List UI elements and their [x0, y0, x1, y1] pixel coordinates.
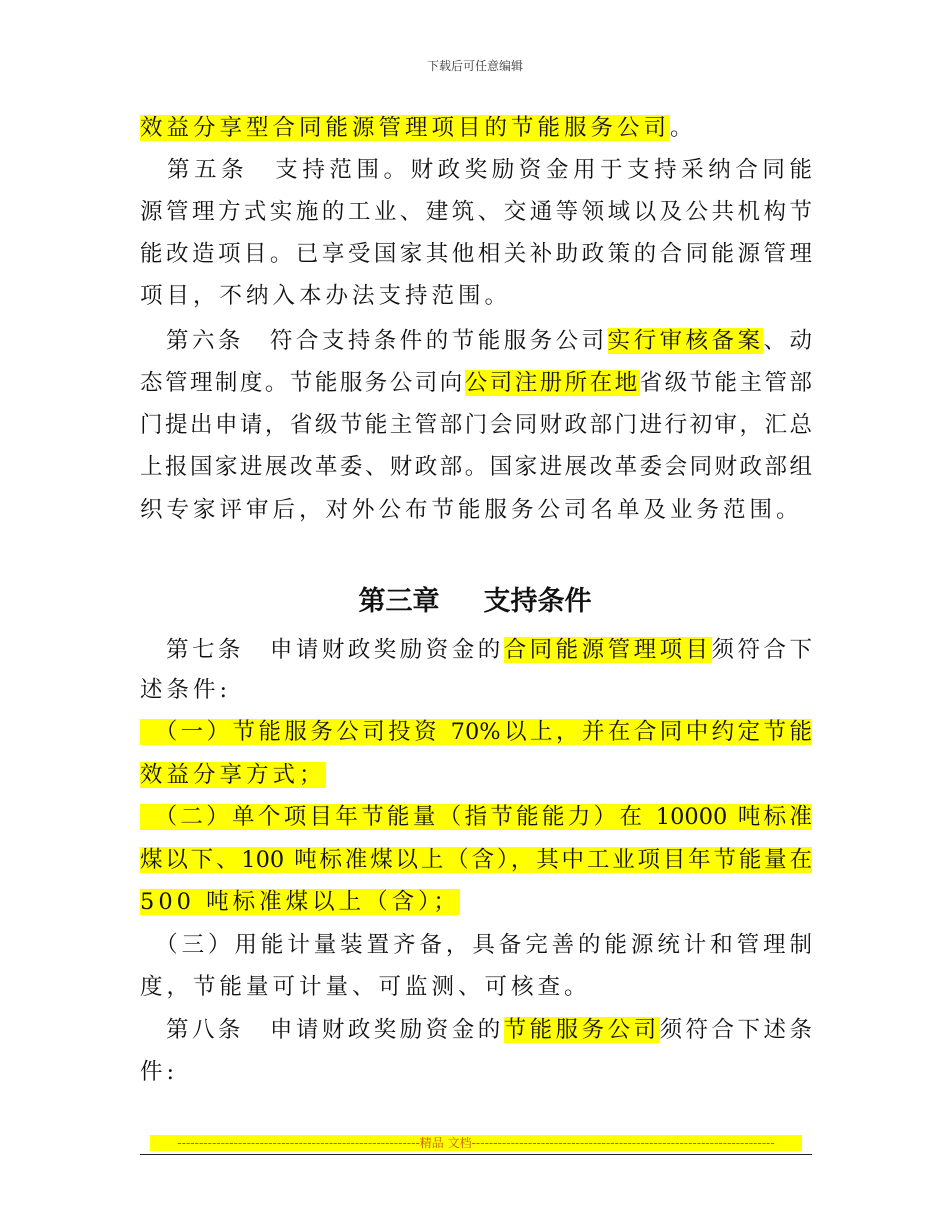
text-line [140, 234, 812, 274]
text-line [140, 755, 812, 795]
text-segment: 述条件: [140, 677, 232, 703]
text-segment: 。 [670, 115, 697, 141]
text-line [140, 882, 812, 922]
text-line [140, 670, 812, 710]
header-note: 下载后可任意编辑 [426, 59, 523, 73]
highlighted-text: 500 吨标准煤以上（含）； [140, 889, 460, 915]
text-line [140, 276, 812, 316]
text-line [140, 447, 812, 487]
text-segment: 须符合下 [711, 637, 812, 663]
text-line [140, 925, 812, 965]
text-segment: 度，节能量可计量、可监测、可核查。 [140, 974, 591, 1000]
text-segment: （三）用能计量装置齐备，具备完善的能源统计和管理制 [140, 932, 812, 958]
text-line [140, 192, 812, 232]
text-segment: 第八条 申请财政奖励资金的 [140, 1017, 504, 1043]
text-segment: 省级节能主管部 [639, 370, 812, 396]
text-segment: 织专家评审后，对外公布节能服务公司名单及业务范围。 [140, 497, 803, 523]
text-segment: 能改造项目。已享受国家其他相关补助政策的合同能源管理 [140, 241, 812, 267]
highlighted-text: 煤以下、100 吨标准煤以上（含），其中工业项目年节能量在 [140, 847, 812, 873]
text-segment: 态管理制度。节能服务公司向 [140, 370, 465, 396]
text-segment: 件: [140, 1059, 179, 1085]
text-line [140, 630, 812, 670]
footer-rule [140, 1154, 812, 1155]
chapter-heading [0, 582, 950, 622]
chapter-number: 第三章 [358, 586, 440, 617]
highlighted-text: 合同能源管理项目 [503, 637, 712, 663]
text-segment: 源管理方式实施的工业、建筑、交通等领域以及公共机构节 [140, 199, 812, 225]
text-line [140, 1052, 812, 1092]
text-line [140, 490, 812, 530]
text-segment: 第五条 支持范围。财政奖励资金用于支持采纳合同能 [140, 157, 812, 183]
highlighted-text: 效益分享型合同能源管理项目的节能服务公司 [140, 115, 671, 141]
highlighted-text: 节能服务公司 [503, 1017, 660, 1043]
text-line [140, 405, 812, 445]
text-segment: 第六条 符合支持条件的节能服务公司 [140, 328, 608, 354]
highlighted-text: 实行审核备案 [607, 328, 764, 354]
text-segment: 第七条 申请财政奖励资金的 [140, 637, 504, 663]
text-segment: 上报国家进展改革委、财政部。国家进展改革委会同财政部组 [140, 454, 812, 480]
text-segment: 须符合下述条 [659, 1017, 812, 1043]
chapter-title: 支持条件 [483, 586, 592, 617]
text-line [140, 1010, 812, 1050]
text-segment: 门提出申请，省级节能主管部门会同财政部门进行初审，汇总 [140, 412, 812, 438]
text-line [140, 712, 812, 752]
text-line [140, 797, 812, 837]
text-segment: 、动 [763, 328, 812, 354]
text-line [140, 321, 812, 361]
highlighted-text: 公司注册所在地 [464, 370, 640, 396]
text-line [140, 363, 812, 403]
highlighted-text: （二）单个项目年节能量（指节能能力）在 10000 吨标准 [140, 804, 812, 830]
text-line [140, 150, 812, 190]
footer-bar: --------------------------------------------------------精品 文档---------------------------------------------------------------------- [150, 1135, 802, 1151]
highlighted-text: （一）节能服务公司投资 70%以上，并在合同中约定节能 [140, 719, 812, 745]
text-line [140, 840, 812, 880]
text-line [140, 108, 812, 148]
highlighted-text: 效益分享方式； [140, 762, 326, 788]
text-line [140, 967, 812, 1007]
text-segment: 项目，不纳入本办法支持范围。 [140, 283, 512, 309]
